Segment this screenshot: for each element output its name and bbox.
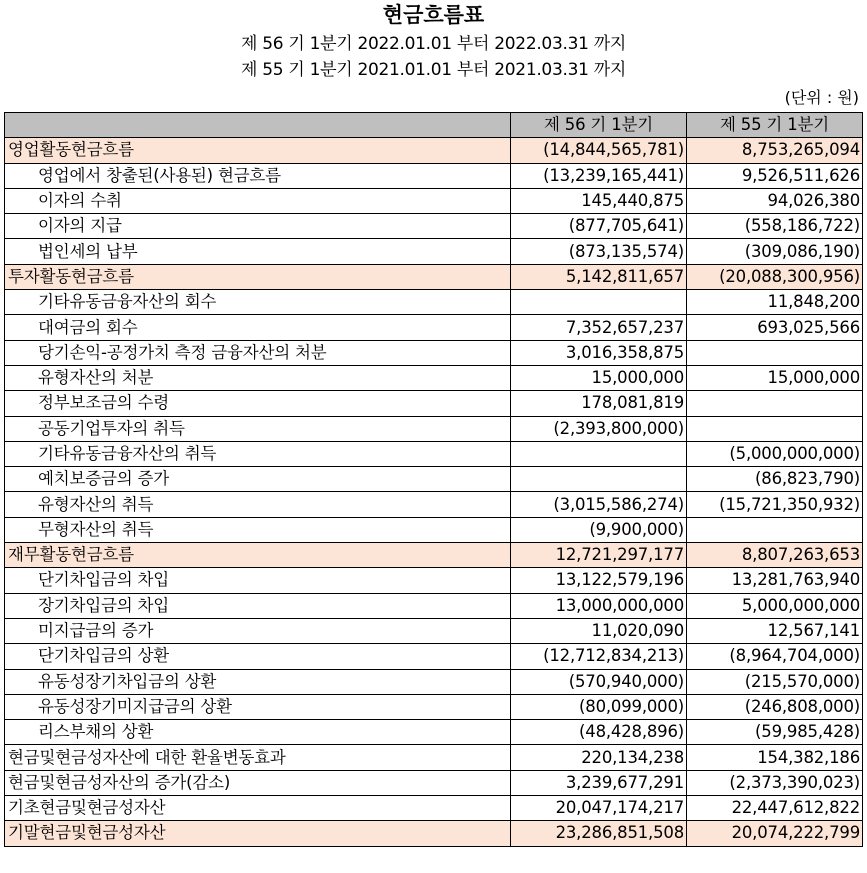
current-period-value: (873,135,574) bbox=[511, 239, 687, 264]
account-label: 미지급금의 증가 bbox=[5, 618, 511, 643]
account-label: 현금및현금성자산에 대한 환율변동효과 bbox=[5, 745, 511, 770]
prior-period-value: 12,567,141 bbox=[687, 618, 863, 643]
prior-period-value bbox=[687, 416, 863, 441]
table-row bbox=[5, 315, 863, 340]
account-label: 기타유동금융자산의 취득 bbox=[5, 441, 511, 466]
prior-period-value: 9,526,511,626 bbox=[687, 163, 863, 188]
current-period-value: 3,016,358,875 bbox=[511, 340, 687, 365]
table-row bbox=[5, 188, 863, 213]
account-label: 법인세의 납부 bbox=[5, 239, 511, 264]
current-period-value: 20,047,174,217 bbox=[511, 796, 687, 821]
current-period-value: (877,705,641) bbox=[511, 214, 687, 239]
current-period-value: 12,721,297,177 bbox=[511, 543, 687, 568]
account-label: 투자활동현금흐름 bbox=[5, 264, 511, 289]
account-label: 리스부채의 상환 bbox=[5, 720, 511, 745]
section-row bbox=[5, 543, 863, 568]
account-label: 영업활동현금흐름 bbox=[5, 138, 511, 163]
column-header-prior: 제 55 기 1분기 bbox=[687, 113, 863, 138]
current-period-value: 13,000,000,000 bbox=[511, 593, 687, 618]
account-label: 무형자산의 취득 bbox=[5, 517, 511, 542]
current-period-value: (48,428,896) bbox=[511, 720, 687, 745]
current-period-value: 23,286,851,508 bbox=[511, 821, 687, 846]
account-label: 단기차입금의 차입 bbox=[5, 568, 511, 593]
table-row bbox=[5, 745, 863, 770]
table-header-row bbox=[5, 113, 863, 138]
prior-period-value: (215,570,000) bbox=[687, 669, 863, 694]
account-label: 이자의 지급 bbox=[5, 214, 511, 239]
prior-period-value: (558,186,722) bbox=[687, 214, 863, 239]
current-period-value: (570,940,000) bbox=[511, 669, 687, 694]
current-period-value bbox=[511, 441, 687, 466]
current-period-value: 3,239,677,291 bbox=[511, 770, 687, 795]
table-body bbox=[5, 138, 863, 846]
prior-period-value: 20,074,222,799 bbox=[687, 821, 863, 846]
prior-period-value: (59,985,428) bbox=[687, 720, 863, 745]
prior-period-value bbox=[687, 340, 863, 365]
table-row bbox=[5, 593, 863, 618]
table-row bbox=[5, 618, 863, 643]
statement-title: 현금흐름표 bbox=[382, 3, 485, 27]
prior-period-value: (86,823,790) bbox=[687, 467, 863, 492]
current-period-value: (12,712,834,213) bbox=[511, 644, 687, 669]
account-label: 단기차입금의 상환 bbox=[5, 644, 511, 669]
current-period-value: 5,142,811,657 bbox=[511, 264, 687, 289]
prior-period-value: 11,848,200 bbox=[687, 290, 863, 315]
current-period-value: (14,844,565,781) bbox=[511, 138, 687, 163]
table-row bbox=[5, 391, 863, 416]
table-row bbox=[5, 290, 863, 315]
section-row bbox=[5, 138, 863, 163]
table-row bbox=[5, 492, 863, 517]
account-label: 장기차입금의 차입 bbox=[5, 593, 511, 618]
column-header-current: 제 56 기 1분기 bbox=[511, 113, 687, 138]
table-row bbox=[5, 644, 863, 669]
prior-period-value: 5,000,000,000 bbox=[687, 593, 863, 618]
account-label: 유동성장기차입금의 상환 bbox=[5, 669, 511, 694]
account-label: 공동기업투자의 취득 bbox=[5, 416, 511, 441]
prior-period-value bbox=[687, 391, 863, 416]
column-header-account bbox=[5, 113, 511, 138]
current-period-value: (3,015,586,274) bbox=[511, 492, 687, 517]
account-label: 유동성장기미지급금의 상환 bbox=[5, 694, 511, 719]
current-period-value: 220,134,238 bbox=[511, 745, 687, 770]
current-period-value: 15,000,000 bbox=[511, 365, 687, 390]
prior-period-value: 154,382,186 bbox=[687, 745, 863, 770]
account-label: 이자의 수취 bbox=[5, 188, 511, 213]
table-row bbox=[5, 770, 863, 795]
unit-label: (단위 : 원) bbox=[784, 88, 859, 107]
table-row bbox=[5, 239, 863, 264]
table-row bbox=[5, 163, 863, 188]
account-label: 기타유동금융자산의 회수 bbox=[5, 290, 511, 315]
prior-period-value: (309,086,190) bbox=[687, 239, 863, 264]
account-label: 유형자산의 취득 bbox=[5, 492, 511, 517]
table-row bbox=[5, 694, 863, 719]
prior-period-value bbox=[687, 517, 863, 542]
prior-period-value: 693,025,566 bbox=[687, 315, 863, 340]
table-row bbox=[5, 720, 863, 745]
current-period-value: (9,900,000) bbox=[511, 517, 687, 542]
prior-period-value: 94,026,380 bbox=[687, 188, 863, 213]
account-label: 예치보증금의 증가 bbox=[5, 467, 511, 492]
table-row bbox=[5, 365, 863, 390]
table-row bbox=[5, 796, 863, 821]
table-row bbox=[5, 416, 863, 441]
table-row bbox=[5, 214, 863, 239]
total-row bbox=[5, 821, 863, 846]
prior-period-value: 15,000,000 bbox=[687, 365, 863, 390]
current-period-value bbox=[511, 290, 687, 315]
account-label: 영업에서 창출된(사용된) 현금흐름 bbox=[5, 163, 511, 188]
prior-period-value: (20,088,300,956) bbox=[687, 264, 863, 289]
current-period-value: 11,020,090 bbox=[511, 618, 687, 643]
period-prior: 제 55 기 1분기 2021.01.01 부터 2021.03.31 까지 bbox=[241, 60, 626, 80]
table-row bbox=[5, 441, 863, 466]
prior-period-value: (8,964,704,000) bbox=[687, 644, 863, 669]
current-period-value: (13,239,165,441) bbox=[511, 163, 687, 188]
table-row bbox=[5, 669, 863, 694]
prior-period-value: (246,808,000) bbox=[687, 694, 863, 719]
table-row bbox=[5, 568, 863, 593]
current-period-value bbox=[511, 467, 687, 492]
account-label: 대여금의 회수 bbox=[5, 315, 511, 340]
prior-period-value: (5,000,000,000) bbox=[687, 441, 863, 466]
section-row bbox=[5, 264, 863, 289]
table-row bbox=[5, 517, 863, 542]
prior-period-value: 13,281,763,940 bbox=[687, 568, 863, 593]
prior-period-value: 8,807,263,653 bbox=[687, 543, 863, 568]
current-period-value: (80,099,000) bbox=[511, 694, 687, 719]
account-label: 현금및현금성자산의 증가(감소) bbox=[5, 770, 511, 795]
current-period-value: (2,393,800,000) bbox=[511, 416, 687, 441]
table-row bbox=[5, 467, 863, 492]
period-current: 제 56 기 1분기 2022.01.01 부터 2022.03.31 까지 bbox=[241, 34, 626, 54]
cash-flow-table bbox=[4, 112, 863, 847]
account-label: 당기손익-공정가치 측정 금융자산의 처분 bbox=[5, 340, 511, 365]
prior-period-value: 22,447,612,822 bbox=[687, 796, 863, 821]
prior-period-value: 8,753,265,094 bbox=[687, 138, 863, 163]
prior-period-value: (2,373,390,023) bbox=[687, 770, 863, 795]
table-row bbox=[5, 340, 863, 365]
account-label: 기말현금및현금성자산 bbox=[5, 821, 511, 846]
current-period-value: 7,352,657,237 bbox=[511, 315, 687, 340]
current-period-value: 178,081,819 bbox=[511, 391, 687, 416]
current-period-value: 145,440,875 bbox=[511, 188, 687, 213]
account-label: 유형자산의 처분 bbox=[5, 365, 511, 390]
current-period-value: 13,122,579,196 bbox=[511, 568, 687, 593]
account-label: 재무활동현금흐름 bbox=[5, 543, 511, 568]
account-label: 기초현금및현금성자산 bbox=[5, 796, 511, 821]
prior-period-value: (15,721,350,932) bbox=[687, 492, 863, 517]
account-label: 정부보조금의 수령 bbox=[5, 391, 511, 416]
